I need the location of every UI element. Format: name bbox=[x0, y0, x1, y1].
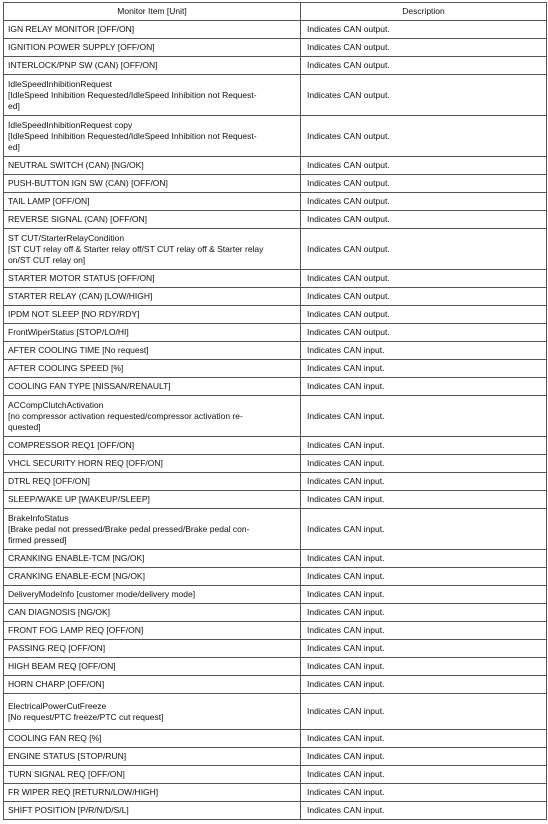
description-cell: Indicates CAN input. bbox=[301, 509, 547, 550]
monitor-item-text: [ST CUT relay off & Starter relay off/ST CUT relay off & Starter relay bbox=[8, 243, 264, 254]
monitor-item-text: CAN DIAGNOSIS [NG/OK] bbox=[8, 607, 111, 617]
monitor-item-text: ed] bbox=[8, 141, 20, 152]
description-cell: Indicates CAN input. bbox=[301, 586, 547, 604]
table-row bbox=[4, 550, 547, 568]
monitor-item-text: SHIFT POSITION [P/R/N/D/S/L] bbox=[8, 805, 129, 815]
monitor-item-text: ElectricalPowerCutFreeze bbox=[8, 700, 107, 711]
description-cell: Indicates CAN input. bbox=[301, 676, 547, 694]
monitor-item-text: IGNITION POWER SUPPLY [OFF/ON] bbox=[8, 42, 155, 52]
monitor-item-cell bbox=[4, 730, 301, 748]
description-cell: Indicates CAN output. bbox=[301, 21, 547, 39]
monitor-item-cell bbox=[4, 57, 301, 75]
monitor-item-text: ENGINE STATUS [STOP/RUN] bbox=[8, 751, 127, 761]
description-cell: Indicates CAN output. bbox=[301, 116, 547, 157]
table-row bbox=[4, 75, 547, 116]
description-cell: Indicates CAN input. bbox=[301, 640, 547, 658]
monitor-item-table bbox=[3, 2, 547, 820]
description-cell: Indicates CAN output. bbox=[301, 306, 547, 324]
monitor-item-text: FR WIPER REQ [RETURN/LOW/HIGH] bbox=[8, 787, 159, 797]
monitor-item-text: IdleSpeedInhibitionRequest bbox=[8, 78, 112, 89]
table-row bbox=[4, 437, 547, 455]
table-row bbox=[4, 802, 547, 820]
table-row bbox=[4, 396, 547, 437]
monitor-item-text: CRANKING ENABLE-TCM [NG/OK] bbox=[8, 553, 145, 563]
monitor-item-cell bbox=[4, 550, 301, 568]
monitor-item-cell bbox=[4, 676, 301, 694]
monitor-item-cell bbox=[4, 211, 301, 229]
monitor-item-text: on/ST CUT relay on] bbox=[8, 254, 86, 265]
table-row bbox=[4, 193, 547, 211]
monitor-item-cell bbox=[4, 640, 301, 658]
description-cell: Indicates CAN output. bbox=[301, 57, 547, 75]
description-cell: Indicates CAN input. bbox=[301, 455, 547, 473]
monitor-item-text: [IdleSpeed Inhibition Requested/IdleSpeed Inhibition not Request- bbox=[8, 130, 257, 141]
monitor-item-text: REVERSE SIGNAL (CAN) [OFF/ON] bbox=[8, 214, 148, 224]
table-row bbox=[4, 270, 547, 288]
description-cell: Indicates CAN output. bbox=[301, 211, 547, 229]
description-cell: Indicates CAN output. bbox=[301, 229, 547, 270]
monitor-item-text: NEUTRAL SWITCH (CAN) [NG/OK] bbox=[8, 160, 144, 170]
description-cell: Indicates CAN input. bbox=[301, 748, 547, 766]
description-cell: Indicates CAN input. bbox=[301, 766, 547, 784]
monitor-item-cell bbox=[4, 509, 301, 550]
monitor-item-text: COOLING FAN TYPE [NISSAN/RENAULT] bbox=[8, 381, 171, 391]
monitor-item-text: [IdleSpeed Inhibition Requested/IdleSpeed Inhibition not Request- bbox=[8, 89, 257, 100]
monitor-item-cell bbox=[4, 175, 301, 193]
monitor-item-cell bbox=[4, 193, 301, 211]
monitor-item-cell bbox=[4, 568, 301, 586]
monitor-item-text: TURN SIGNAL REQ [OFF/ON] bbox=[8, 769, 125, 779]
monitor-item-text: HIGH BEAM REQ [OFF/ON] bbox=[8, 661, 116, 671]
description-cell: Indicates CAN input. bbox=[301, 658, 547, 676]
monitor-item-cell bbox=[4, 586, 301, 604]
monitor-item-cell bbox=[4, 396, 301, 437]
monitor-item-cell bbox=[4, 229, 301, 270]
monitor-item-text: FRONT FOG LAMP REQ [OFF/ON] bbox=[8, 625, 144, 635]
monitor-item-cell bbox=[4, 270, 301, 288]
monitor-item-cell bbox=[4, 157, 301, 175]
monitor-item-text: [no compressor activation requested/compressor activation re- bbox=[8, 410, 243, 421]
column-header-monitor-item: Monitor Item [Unit] bbox=[4, 3, 301, 21]
table-row bbox=[4, 157, 547, 175]
table-row bbox=[4, 748, 547, 766]
description-cell: Indicates CAN output. bbox=[301, 175, 547, 193]
table-row bbox=[4, 640, 547, 658]
table-row bbox=[4, 694, 547, 730]
table-row bbox=[4, 604, 547, 622]
description-cell: Indicates CAN input. bbox=[301, 694, 547, 730]
description-cell: Indicates CAN output. bbox=[301, 75, 547, 116]
description-cell: Indicates CAN input. bbox=[301, 342, 547, 360]
description-cell: Indicates CAN input. bbox=[301, 378, 547, 396]
table-row bbox=[4, 622, 547, 640]
table-row bbox=[4, 473, 547, 491]
monitor-item-text: DeliveryModeInfo [customer mode/delivery mode] bbox=[8, 589, 196, 599]
monitor-item-text: BrakeInfoStatus bbox=[8, 512, 69, 523]
monitor-item-text: STARTER MOTOR STATUS [OFF/ON] bbox=[8, 273, 155, 283]
description-cell: Indicates CAN output. bbox=[301, 324, 547, 342]
monitor-item-text: VHCL SECURITY HORN REQ [OFF/ON] bbox=[8, 458, 163, 468]
monitor-item-text: IGN RELAY MONITOR [OFF/ON] bbox=[8, 24, 135, 34]
table-row bbox=[4, 676, 547, 694]
table-row bbox=[4, 211, 547, 229]
description-cell: Indicates CAN output. bbox=[301, 193, 547, 211]
monitor-item-cell bbox=[4, 455, 301, 473]
monitor-item-text: [No request/PTC freeze/PTC cut request] bbox=[8, 711, 164, 722]
table-row bbox=[4, 21, 547, 39]
description-cell: Indicates CAN input. bbox=[301, 491, 547, 509]
monitor-item-text: ed] bbox=[8, 100, 20, 111]
monitor-item-cell bbox=[4, 378, 301, 396]
table-row bbox=[4, 455, 547, 473]
description-cell: Indicates CAN input. bbox=[301, 622, 547, 640]
description-cell: Indicates CAN input. bbox=[301, 802, 547, 820]
monitor-item-text: HORN CHARP [OFF/ON] bbox=[8, 679, 105, 689]
monitor-item-cell bbox=[4, 784, 301, 802]
monitor-item-text: IPDM NOT SLEEP [NO RDY/RDY] bbox=[8, 309, 140, 319]
table-row bbox=[4, 568, 547, 586]
monitor-item-text: INTERLOCK/PNP SW (CAN) [OFF/ON] bbox=[8, 60, 158, 70]
description-cell: Indicates CAN input. bbox=[301, 784, 547, 802]
monitor-item-cell bbox=[4, 604, 301, 622]
description-cell: Indicates CAN input. bbox=[301, 396, 547, 437]
monitor-item-cell bbox=[4, 324, 301, 342]
monitor-item-text: ST CUT/StarterRelayCondition bbox=[8, 232, 125, 243]
monitor-item-text: COOLING FAN REQ [%] bbox=[8, 733, 102, 743]
description-cell: Indicates CAN output. bbox=[301, 157, 547, 175]
monitor-item-text: CRANKING ENABLE-ECM [NG/OK] bbox=[8, 571, 145, 581]
monitor-item-text: quested] bbox=[8, 421, 41, 432]
table-row bbox=[4, 175, 547, 193]
table-header-row bbox=[4, 3, 547, 21]
monitor-item-text: PASSING REQ [OFF/ON] bbox=[8, 643, 106, 653]
description-cell: Indicates CAN output. bbox=[301, 288, 547, 306]
monitor-item-text: AFTER COOLING SPEED [%] bbox=[8, 363, 124, 373]
monitor-item-cell bbox=[4, 306, 301, 324]
monitor-item-text: STARTER RELAY (CAN) [LOW/HIGH] bbox=[8, 291, 153, 301]
table-row bbox=[4, 766, 547, 784]
description-cell: Indicates CAN input. bbox=[301, 604, 547, 622]
monitor-item-text: FrontWiperStatus [STOP/LO/HI] bbox=[8, 327, 129, 337]
monitor-item-cell bbox=[4, 116, 301, 157]
description-cell: Indicates CAN input. bbox=[301, 550, 547, 568]
monitor-item-cell bbox=[4, 802, 301, 820]
description-cell: Indicates CAN input. bbox=[301, 568, 547, 586]
monitor-item-text: SLEEP/WAKE UP [WAKEUP/SLEEP] bbox=[8, 494, 150, 504]
monitor-item-cell bbox=[4, 437, 301, 455]
monitor-item-cell bbox=[4, 75, 301, 116]
monitor-item-text: PUSH-BUTTON IGN SW (CAN) [OFF/ON] bbox=[8, 178, 168, 188]
monitor-item-cell bbox=[4, 748, 301, 766]
description-cell: Indicates CAN output. bbox=[301, 39, 547, 57]
monitor-item-cell bbox=[4, 658, 301, 676]
monitor-item-cell bbox=[4, 39, 301, 57]
monitor-item-text: [Brake pedal not pressed/Brake pedal pressed/Brake pedal con- bbox=[8, 523, 250, 534]
table-row bbox=[4, 116, 547, 157]
table-row bbox=[4, 491, 547, 509]
table-row bbox=[4, 730, 547, 748]
table-row bbox=[4, 57, 547, 75]
table-row bbox=[4, 229, 547, 270]
table-row bbox=[4, 658, 547, 676]
monitor-item-cell bbox=[4, 342, 301, 360]
monitor-item-cell bbox=[4, 360, 301, 378]
monitor-item-cell bbox=[4, 491, 301, 509]
table-row bbox=[4, 509, 547, 550]
monitor-item-text: IdleSpeedInhibitionRequest copy bbox=[8, 119, 133, 130]
description-cell: Indicates CAN output. bbox=[301, 270, 547, 288]
table-row bbox=[4, 39, 547, 57]
monitor-item-text: TAIL LAMP [OFF/ON] bbox=[8, 196, 90, 206]
description-cell: Indicates CAN input. bbox=[301, 730, 547, 748]
table-row bbox=[4, 360, 547, 378]
monitor-item-cell bbox=[4, 766, 301, 784]
monitor-item-text: AFTER COOLING TIME [No request] bbox=[8, 345, 149, 355]
table-row bbox=[4, 586, 547, 604]
monitor-item-cell bbox=[4, 21, 301, 39]
table-row bbox=[4, 342, 547, 360]
monitor-item-cell bbox=[4, 288, 301, 306]
monitor-item-text: ACCompClutchActivation bbox=[8, 399, 104, 410]
description-cell: Indicates CAN input. bbox=[301, 473, 547, 491]
description-cell: Indicates CAN input. bbox=[301, 360, 547, 378]
column-header-description: Description bbox=[301, 3, 547, 21]
table-row bbox=[4, 378, 547, 396]
monitor-item-text: firmed pressed] bbox=[8, 534, 67, 545]
table-row bbox=[4, 784, 547, 802]
table-row bbox=[4, 324, 547, 342]
monitor-item-cell bbox=[4, 622, 301, 640]
monitor-item-cell bbox=[4, 694, 301, 730]
table-row bbox=[4, 288, 547, 306]
monitor-item-cell bbox=[4, 473, 301, 491]
monitor-item-text: COMPRESSOR REQ1 [OFF/ON] bbox=[8, 440, 135, 450]
monitor-item-text: DTRL REQ [OFF/ON] bbox=[8, 476, 90, 486]
description-cell: Indicates CAN input. bbox=[301, 437, 547, 455]
table-row bbox=[4, 306, 547, 324]
table-body bbox=[4, 21, 547, 820]
